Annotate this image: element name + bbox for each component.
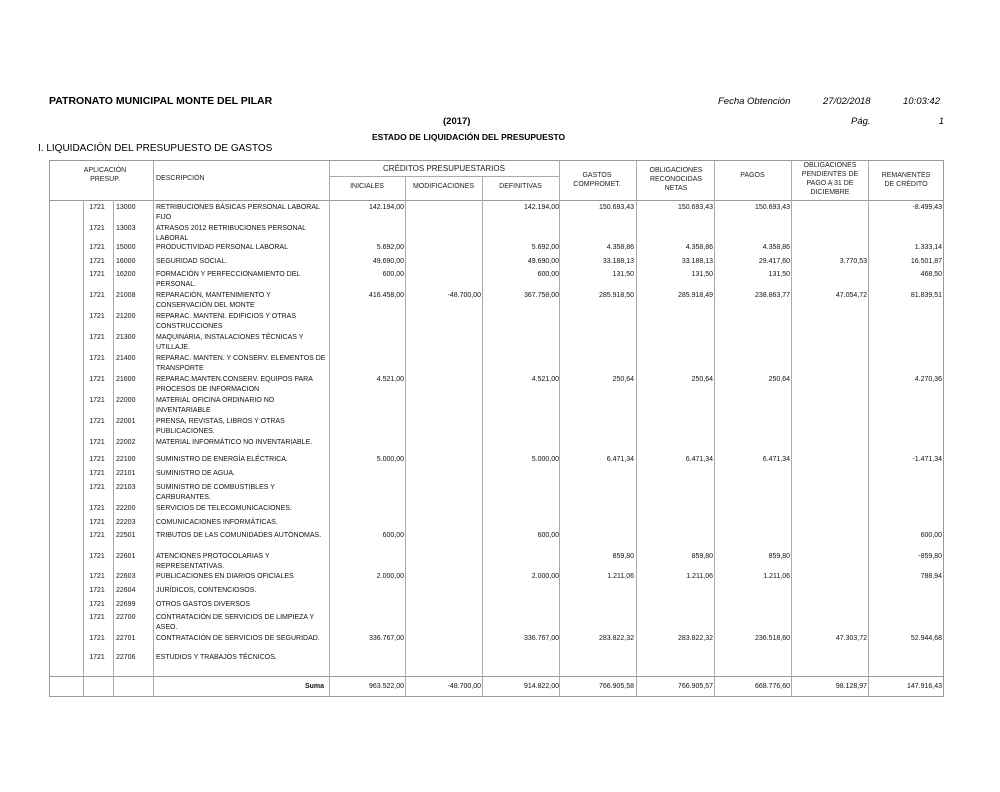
row-func: 1721 <box>89 519 105 526</box>
row-func: 1721 <box>89 470 105 477</box>
row-description: REPARAC. MANTENI. EDIFICIOS Y OTRAS CONSTRUCCIONES <box>156 313 297 330</box>
row-eco: 16200 <box>116 271 136 278</box>
row-pagos: 6.471,34 <box>762 456 790 463</box>
row-func: 1721 <box>89 225 105 232</box>
row-eco: 21400 <box>116 355 136 362</box>
row-definitivas: 49.690,00 <box>527 258 559 265</box>
fecha-value: 27/02/2018 <box>823 96 871 107</box>
row-func: 1721 <box>89 418 105 425</box>
row-remanentes: 600,00 <box>920 532 942 539</box>
row-gastos: 285.918,50 <box>598 292 634 299</box>
total-remanentes: 147.916,43 <box>906 683 942 690</box>
row-iniciales: 336.767,00 <box>368 635 404 642</box>
row-definitivas: 4.521,00 <box>531 376 559 383</box>
row-pagos: 236.518,60 <box>754 635 790 642</box>
row-iniciales: 600,00 <box>382 271 404 278</box>
row-func: 1721 <box>89 553 105 560</box>
row-obligaciones: 4.358,86 <box>685 244 713 251</box>
row-pendientes: 3.770,53 <box>839 258 867 265</box>
col-gastos: GASTOS COMPROMET. <box>573 172 621 188</box>
row-description: REPARAC.MANTEN.CONSERV. EQUIPOS PARA PROCESOS DE INFORMACION <box>156 376 313 393</box>
row-definitivas: 336.767,00 <box>523 635 559 642</box>
total-gastos: 766.905,58 <box>598 683 634 690</box>
total-modificaciones: -48.700,00 <box>447 683 481 690</box>
row-iniciales: 5.000,00 <box>376 456 404 463</box>
section-title: I. LIQUIDACIÓN DEL PRESUPUESTO DE GASTOS <box>38 143 273 154</box>
row-gastos: 33.188,13 <box>602 258 634 265</box>
row-remanentes: 81.839,51 <box>910 292 942 299</box>
row-eco: 21300 <box>116 334 136 341</box>
row-remanentes: 4.270,36 <box>914 376 942 383</box>
row-func: 1721 <box>89 258 105 265</box>
row-eco: 22701 <box>116 635 136 642</box>
row-description: CONTRATACIÓN DE SERVICIOS DE LIMPIEZA Y ASEO. <box>156 614 315 631</box>
row-eco: 13003 <box>116 225 136 232</box>
row-eco: 22000 <box>116 397 136 404</box>
row-remanentes: -859,80 <box>918 553 942 560</box>
col-line <box>329 161 330 696</box>
row-iniciales: 416.458,00 <box>368 292 404 299</box>
row-obligaciones: 283.822,32 <box>677 635 713 642</box>
col-pendientes: OBLIGACIONES PENDIENTES DE PAGO A 31 DE DICIEMBRE <box>801 162 859 196</box>
row-eco: 22700 <box>116 614 136 621</box>
col-obligaciones: OBLIGACIONES RECONOCIDAS NETAS <box>649 167 703 192</box>
row-description: ATENCIONES PROTOCOLARIAS Y REPRESENTATIVAS. <box>156 553 270 570</box>
row-description: OTROS GASTOS DIVERSOS <box>156 601 251 608</box>
row-eco: 22100 <box>116 456 136 463</box>
row-func: 1721 <box>89 204 105 211</box>
row-iniciales: 5.692,00 <box>376 244 404 251</box>
row-gastos: 250,64 <box>612 376 634 383</box>
row-func: 1721 <box>89 397 105 404</box>
row-obligaciones: 859,80 <box>691 553 713 560</box>
row-definitivas: 5.692,00 <box>531 244 559 251</box>
row-obligaciones: 150.693,43 <box>677 204 713 211</box>
row-iniciales: 600,00 <box>382 532 404 539</box>
row-description: TRIBUTOS DE LAS COMUNIDADES AUTÓNOMAS. <box>156 532 322 539</box>
row-pagos: 1.211,06 <box>763 573 790 580</box>
row-iniciales: 4.521,00 <box>376 376 404 383</box>
col-line <box>714 161 715 696</box>
row-eco: 22601 <box>116 553 136 560</box>
row-eco: 22203 <box>116 519 136 526</box>
row-pagos: 150.693,43 <box>754 204 790 211</box>
row-gastos: 283.822,32 <box>598 635 634 642</box>
col-iniciales: INICIALES <box>350 183 384 190</box>
col-line <box>83 200 84 696</box>
col-remanentes: REMANENTES DE CRÉDITO <box>881 172 931 188</box>
row-gastos: 859,80 <box>612 553 634 560</box>
total-iniciales: 963.522,00 <box>368 683 404 690</box>
row-modificaciones: -48.700,00 <box>447 292 481 299</box>
hora-value: 10:03:42 <box>903 96 940 107</box>
row-pagos: 859,80 <box>768 553 790 560</box>
row-eco: 22501 <box>116 532 136 539</box>
row-eco: 22603 <box>116 573 136 580</box>
row-func: 1721 <box>89 587 105 594</box>
row-obligaciones: 1.211,06 <box>686 573 713 580</box>
row-func: 1721 <box>89 244 105 251</box>
col-pagos: PAGOS <box>740 172 765 179</box>
col-line <box>636 161 637 696</box>
row-eco: 22706 <box>116 654 136 661</box>
row-func: 1721 <box>89 484 105 491</box>
row-pagos: 250,64 <box>768 376 790 383</box>
row-description: RETRIBUCIONES BÁSICAS PERSONAL LABORAL FIJO <box>156 204 320 221</box>
row-func: 1721 <box>89 601 105 608</box>
col-line <box>153 161 154 696</box>
row-pendientes: 47.303,72 <box>835 635 867 642</box>
row-remanentes: -8.499,43 <box>912 204 942 211</box>
row-remanentes: 1.333,14 <box>914 244 942 251</box>
col-aplicacion: APLICACIÓN PRESUP. <box>83 167 127 183</box>
col-modificaciones: MODIFICACIONES <box>412 183 475 190</box>
row-eco: 22699 <box>116 601 136 608</box>
row-pagos: 4.358,86 <box>762 244 790 251</box>
row-eco: 21200 <box>116 313 136 320</box>
row-description: MAQUINARIA, INSTALACIONES TÉCNICAS Y UTILLAJE. <box>156 334 304 351</box>
row-eco: 22103 <box>116 484 136 491</box>
row-remanentes: 468,50 <box>920 271 942 278</box>
row-description: SUMINISTRO DE ENERGÍA ELÉCTRICA. <box>156 456 288 463</box>
organization-name: PATRONATO MUNICIPAL MONTE DEL PILAR <box>49 95 273 107</box>
row-gastos: 131,50 <box>612 271 634 278</box>
total-pendientes: 98.128,97 <box>835 683 867 690</box>
total-definitivas: 914.822,00 <box>523 683 559 690</box>
row-func: 1721 <box>89 635 105 642</box>
row-func: 1721 <box>89 532 105 539</box>
row-eco: 21600 <box>116 376 136 383</box>
row-func: 1721 <box>89 334 105 341</box>
row-pagos: 29.417,60 <box>758 258 790 265</box>
row-eco: 15000 <box>116 244 136 251</box>
row-obligaciones: 6.471,34 <box>685 456 713 463</box>
row-func: 1721 <box>89 456 105 463</box>
row-definitivas: 142.194,00 <box>523 204 559 211</box>
row-description: SERVICIOS DE TELECOMUNICACIONES. <box>156 505 292 512</box>
row-remanentes: -1.471,34 <box>912 456 942 463</box>
row-pagos: 238.863,77 <box>754 292 790 299</box>
row-remanentes: 52.944,68 <box>910 635 942 642</box>
row-description: CONTRATACIÓN DE SERVICIOS DE SEGURIDAD. <box>156 635 320 642</box>
row-description: SUMINISTRO DE COMBUSTIBLES Y CARBURANTES. <box>156 484 275 501</box>
row-eco: 22200 <box>116 505 136 512</box>
row-func: 1721 <box>89 439 105 446</box>
row-eco: 22101 <box>116 470 136 477</box>
row-gastos: 150.693,43 <box>598 204 634 211</box>
row-remanentes: 788,94 <box>920 573 942 580</box>
col-creditos: CRÉDITOS PRESUPUESTARIOS <box>383 164 505 173</box>
row-eco: 22002 <box>116 439 136 446</box>
budget-table <box>49 160 944 697</box>
row-iniciales: 142.194,00 <box>368 204 404 211</box>
row-func: 1721 <box>89 654 105 661</box>
row-definitivas: 600,00 <box>537 532 559 539</box>
row-obligaciones: 131,50 <box>691 271 713 278</box>
row-func: 1721 <box>89 355 105 362</box>
row-obligaciones: 250,64 <box>691 376 713 383</box>
row-description: ATRASOS 2012 RETRIBUCIONES PERSONAL LABORAL <box>156 225 306 242</box>
col-line <box>482 176 483 696</box>
row-description: FORMACIÓN Y PERFECCIONAMIENTO DEL PERSONAL. <box>156 271 301 288</box>
row-eco: 22001 <box>116 418 136 425</box>
row-eco: 13000 <box>116 204 136 211</box>
col-definitivas: DEFINITIVAS <box>499 183 542 190</box>
row-description: SEGURIDAD SOCIAL. <box>156 258 228 265</box>
row-description: MATERIAL INFORMÁTICO NO INVENTARIABLE. <box>156 439 313 446</box>
row-definitivas: 2.000,00 <box>531 573 559 580</box>
row-obligaciones: 33.188,13 <box>681 258 713 265</box>
col-line <box>559 161 560 696</box>
total-obligaciones: 766.905,57 <box>677 683 713 690</box>
col-descripcion: DESCRIPCIÓN <box>156 175 205 182</box>
total-pagos: 668.776,60 <box>754 683 790 690</box>
row-description: COMUNICACIONES INFORMÁTICAS. <box>156 519 278 526</box>
fecha-label: Fecha Obtención <box>718 96 791 107</box>
row-gastos: 6.471,34 <box>606 456 634 463</box>
row-eco: 22604 <box>116 587 136 594</box>
col-line <box>791 161 792 696</box>
row-description: SUMINISTRO DE AGUA. <box>156 470 235 477</box>
row-definitivas: 600,00 <box>537 271 559 278</box>
report-year: (2017) <box>443 116 471 127</box>
row-eco: 21008 <box>116 292 136 299</box>
total-label: Suma <box>304 683 324 690</box>
page-number: 1 <box>938 116 944 127</box>
row-iniciales: 49.690,00 <box>372 258 404 265</box>
row-func: 1721 <box>89 271 105 278</box>
row-func: 1721 <box>89 313 105 320</box>
row-obligaciones: 285.918,49 <box>677 292 713 299</box>
row-description: ESTUDIOS Y TRABAJOS TÉCNICOS. <box>156 654 277 661</box>
row-pendientes: 47.054,72 <box>835 292 867 299</box>
row-func: 1721 <box>89 376 105 383</box>
row-description: MATERIAL OFICINA ORDINARIO NO INVENTARIABLE <box>156 397 275 414</box>
col-line <box>405 176 406 696</box>
row-func: 1721 <box>89 505 105 512</box>
row-description: REPARACIÓN, MANTENIMIENTO Y CONSERVACIÓN DEL MONTE <box>156 292 271 309</box>
row-gastos: 4.358,86 <box>606 244 634 251</box>
row-remanentes: 16.501,87 <box>910 258 942 265</box>
row-description: JURÍDICOS, CONTENCIOSOS. <box>156 587 257 594</box>
col-line <box>113 200 114 696</box>
row-description: PRENSA, REVISTAS, LIBROS Y OTRAS PUBLICACIONES. <box>156 418 285 435</box>
row-description: REPARAC. MANTEN. Y CONSERV. ELEMENTOS DE TRANSPORTE <box>156 355 326 372</box>
col-line <box>868 161 869 696</box>
creditos-subdivider <box>329 176 559 177</box>
row-pagos: 131,50 <box>768 271 790 278</box>
total-divider <box>50 676 943 677</box>
row-iniciales: 2.000,00 <box>376 573 404 580</box>
page-label: Pág. <box>851 116 871 127</box>
row-eco: 16000 <box>116 258 136 265</box>
row-gastos: 1.211,06 <box>607 573 634 580</box>
row-description: PUBLICACIONES EN DIARIOS OFICIALES <box>156 573 294 580</box>
document-title: ESTADO DE LIQUIDACIÓN DEL PRESUPUESTO <box>372 132 566 142</box>
row-func: 1721 <box>89 614 105 621</box>
row-description: PRODUCTIVIDAD PERSONAL LABORAL <box>156 244 288 251</box>
row-func: 1721 <box>89 292 105 299</box>
row-func: 1721 <box>89 573 105 580</box>
header-divider <box>50 200 943 201</box>
row-definitivas: 367.758,00 <box>523 292 559 299</box>
row-definitivas: 5.000,00 <box>531 456 559 463</box>
